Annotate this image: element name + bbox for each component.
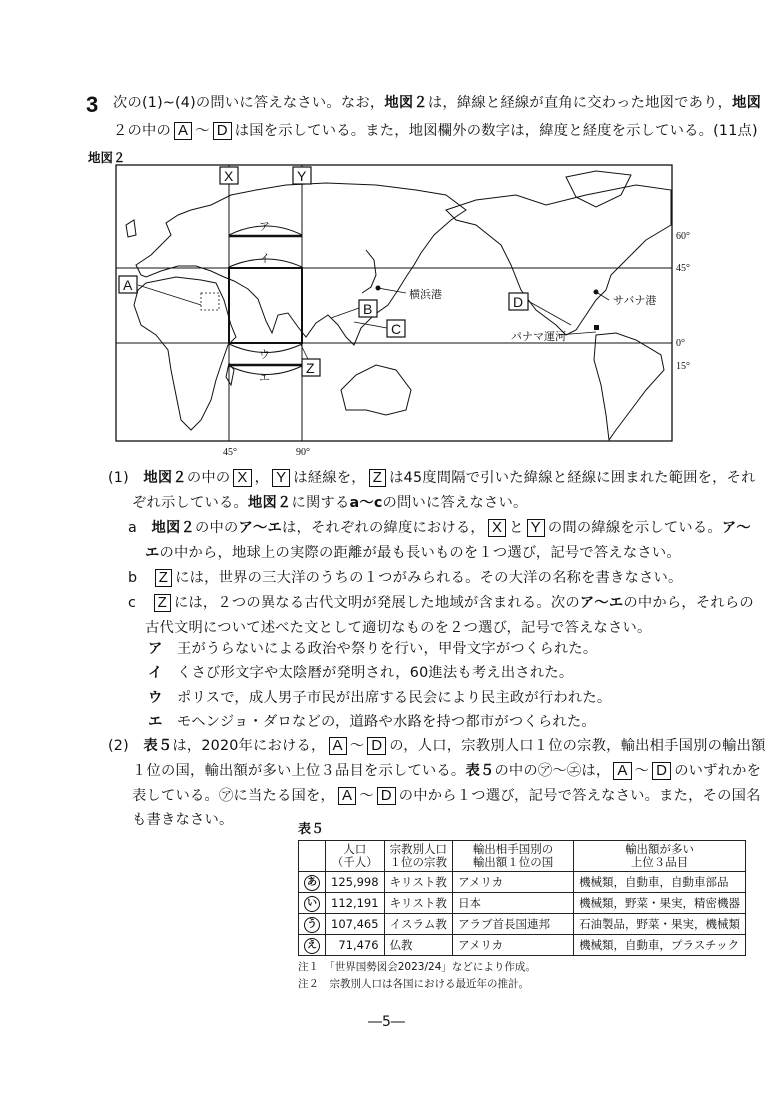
text-segment: は経線を，	[293, 470, 366, 486]
text-segment: に関する	[291, 495, 350, 511]
box-a	[119, 276, 137, 293]
religion-cell: 仏教	[384, 935, 453, 956]
svg-text:C: C	[391, 321, 402, 337]
boxed-letter: A	[329, 737, 347, 755]
label-u-line: ウ	[259, 348, 270, 361]
boxed-letter: Y	[527, 519, 545, 537]
text-segment: ぞれ示している。	[132, 495, 248, 511]
boxed-letter: D	[367, 737, 386, 755]
circled-mark: あ	[304, 875, 320, 891]
boxed-letter: Y	[272, 469, 290, 487]
box-x	[220, 167, 238, 184]
exports-cell: 機械類，自動車，自動車部品	[574, 872, 746, 893]
bold-text: エ	[145, 545, 160, 561]
circled-mark: う	[304, 917, 320, 933]
partner-cell: アラブ首長国連邦	[453, 914, 574, 935]
map-title: 地図２	[88, 150, 126, 165]
panama-canal-label: パナマ運河	[511, 330, 566, 343]
bold-text: ア～	[721, 520, 751, 536]
exports-cell: 石油製品，野菜・果実，機械類	[574, 914, 746, 935]
north-america-landmass	[446, 185, 671, 335]
text-segment: は45度間隔で引いた緯線と経線に囲まれた範囲を，それ	[389, 470, 756, 486]
svg-text:A: A	[123, 277, 133, 293]
text-segment: (2)	[108, 738, 144, 754]
box-y	[293, 167, 311, 184]
question-number: 3	[86, 92, 99, 117]
text-segment: と	[509, 520, 524, 536]
lon-tick-90: 90°	[296, 447, 310, 458]
text-segment: ～	[634, 763, 650, 779]
population-cell: 71,476	[326, 935, 385, 956]
boxed-letter: A	[613, 762, 631, 780]
box-z	[302, 359, 320, 376]
text-segment: の中から１つ選び，記号で答えなさい。また，その国名	[398, 788, 761, 804]
lat-tick-15: 15°	[676, 361, 690, 372]
row-mark	[299, 914, 326, 935]
circled-mark: い	[304, 896, 320, 912]
text-segment: ポリスで，成人男子市民が出席する民会により民主政が行われた。	[162, 690, 612, 706]
text-segment: １位の国，輸出額が多い上位３品目を示している。	[132, 763, 466, 779]
partner-cell: アメリカ	[453, 872, 574, 893]
text-segment: の，人口，宗教別人口１位の宗教，輸出相手国別の輸出額	[389, 738, 766, 754]
text-segment: 古代文明について述べた文として適切なものを２つ選び，記号で答えなさい。	[145, 620, 652, 636]
text-segment: は，2020年における，	[172, 738, 326, 754]
page-number: ―5―	[368, 1014, 405, 1030]
text-segment: には，世界の三大洋のうちの１つがみられる。その大洋の名称を書きなさい。	[175, 570, 683, 586]
lat-tick-45: 45°	[676, 263, 690, 274]
table-row	[299, 914, 746, 935]
text-segment: は国を示している。また，地図欄外の数字は，緯度と経度を示している。(11点)	[234, 123, 758, 139]
boxed-letter: D	[652, 762, 671, 780]
text-segment: ，	[254, 470, 270, 486]
svg-text:D: D	[513, 294, 524, 310]
label-e-line: エ	[259, 371, 270, 384]
world-map	[0, 0, 780, 470]
text-line	[108, 468, 756, 488]
text-line	[128, 518, 751, 538]
partner-cell: アメリカ	[453, 935, 574, 956]
boxed-letter: X	[233, 469, 251, 487]
population-cell: 125,998	[326, 872, 385, 893]
lon-tick-45: 45°	[223, 447, 237, 458]
header-religion: 宗教別人口 １位の宗教	[384, 841, 453, 872]
text-segment: ２の中の	[113, 123, 171, 139]
bold-text: 表５	[465, 763, 495, 779]
label-a-line: ア	[259, 220, 270, 233]
savannah-port-label: サバナ港	[613, 294, 657, 307]
partner-cell: 日本	[453, 893, 574, 914]
text-line	[128, 593, 754, 613]
text-line	[132, 493, 527, 513]
text-segment: は，それぞれの緯度における，	[281, 520, 485, 536]
text-line	[128, 568, 683, 588]
yokohama-port-label: 横浜港	[409, 288, 442, 301]
religion-cell: イスラム教	[384, 914, 453, 935]
bold-text: ウ	[148, 690, 163, 706]
svg-text:B: B	[363, 301, 373, 317]
header-partner: 輸出相手国別の 輸出額１位の国	[453, 841, 574, 872]
greenland-landmass	[566, 171, 631, 207]
bold-text: a～c	[349, 495, 383, 511]
bold-text: 地図２	[247, 495, 292, 511]
text-segment: のいずれかを	[674, 763, 762, 779]
population-cell: 112,191	[326, 893, 385, 914]
row-mark	[299, 893, 326, 914]
bold-text: 地図	[732, 95, 762, 111]
text-line	[145, 618, 652, 638]
table-row	[299, 872, 746, 893]
svg-text:Y: Y	[297, 168, 307, 184]
note-2: 注２ 宗教別人口は各国における最近年の推計。	[298, 978, 529, 990]
boxed-letter: Z	[154, 594, 171, 612]
header-exports: 輸出額が多い 上位３品目	[574, 841, 746, 872]
map-frame	[116, 165, 672, 441]
text-segment: の問いに答えなさい。	[382, 495, 528, 511]
text-segment: くさび形文字や太陰暦が発明され，60進法も考え出された。	[162, 665, 574, 681]
circled-mark: え	[304, 938, 320, 954]
boxed-letter: Z	[369, 469, 386, 487]
svg-text:X: X	[224, 168, 234, 184]
text-segment: ～	[349, 738, 365, 754]
boxed-letter: A	[174, 122, 192, 140]
text-segment: c	[128, 595, 151, 611]
religion-cell: キリスト教	[384, 893, 453, 914]
south-america-landmass	[594, 333, 664, 440]
text-segment: の中の㋐～㋓は，	[494, 763, 611, 779]
box-c	[387, 320, 405, 337]
text-segment: の間の緯線を示している。	[547, 520, 722, 536]
uk-island	[126, 220, 136, 237]
svg-text:Z: Z	[306, 360, 315, 376]
text-line	[148, 688, 611, 708]
text-segment: ～	[195, 123, 210, 139]
table-title: 表５	[298, 822, 325, 837]
bold-text: 地図２	[384, 95, 428, 111]
bold-text: 表５	[143, 738, 173, 754]
text-line	[108, 736, 766, 756]
bold-text: 地図２	[143, 470, 187, 486]
text-segment: には，２つの異なる古代文明が発展した地域が含まれる。次の	[173, 595, 580, 611]
text-segment: (1)	[108, 470, 144, 486]
text-segment: の中の	[186, 470, 231, 486]
text-line	[148, 712, 596, 732]
boxed-letter: A	[338, 787, 356, 805]
text-line	[148, 639, 597, 659]
lat-tick-60: 60°	[676, 231, 690, 242]
boxed-letter: D	[377, 787, 396, 805]
bold-text: イ	[148, 665, 163, 681]
bold-text: ア～エ	[238, 520, 282, 536]
japan-islands	[362, 250, 376, 293]
table-header-row	[299, 841, 746, 872]
boxed-letter: X	[488, 519, 506, 537]
header-population: 人口 （千人）	[326, 841, 385, 872]
text-segment: ～	[359, 788, 374, 804]
text-segment: の中から，地球上の実際の距離が最も長いものを１つ選び，記号で答えなさい。	[159, 545, 681, 561]
text-segment: 次の(1)~(4)の問いに答えなさい。なお，	[113, 95, 385, 111]
text-segment: 表している。㋐に当たる国を，	[132, 788, 335, 804]
text-line	[145, 543, 681, 563]
bold-text: 地図２	[151, 520, 195, 536]
religion-cell: キリスト教	[384, 872, 453, 893]
row-mark	[299, 872, 326, 893]
exports-cell: 機械類，野菜・果実，精密機器	[574, 893, 746, 914]
bold-text: エ	[148, 714, 163, 730]
boxed-letter: D	[213, 122, 232, 140]
table-row	[299, 935, 746, 956]
bold-text: ア～エ	[579, 595, 624, 611]
text-segment: の中の	[194, 520, 239, 536]
table-row	[299, 893, 746, 914]
bold-text: ア	[148, 641, 163, 657]
text-segment: モヘンジョ・ダロなどの，道路や水路を持つ都市がつくられた。	[162, 714, 596, 730]
text-segment: の中から，それらの	[623, 595, 754, 611]
exports-cell: 機械類，自動車，プラスチック	[574, 935, 746, 956]
note-1: 注１ 「世界国勢図会2023/24」などにより作成。	[298, 961, 536, 973]
text-segment: は，緯線と経線が直角に交わった地図であり，	[427, 95, 733, 111]
boxed-letter: Z	[155, 569, 172, 587]
text-line	[132, 786, 761, 806]
table-5	[298, 840, 746, 956]
box-b	[359, 300, 377, 317]
text-segment: も書きなさい。	[132, 812, 234, 828]
region-z	[229, 268, 302, 343]
text-segment: a	[128, 520, 152, 536]
text-segment: b	[128, 570, 152, 586]
lat-tick-0: 0°	[676, 338, 685, 349]
australia-landmass	[341, 365, 411, 415]
text-line	[148, 663, 573, 683]
label-i-line: イ	[259, 252, 270, 265]
text-line	[132, 810, 233, 830]
header-mark	[299, 841, 326, 872]
box-d	[509, 293, 528, 310]
text-segment: 王がうらないによる政治や祭りを行い，甲骨文字がつくられた。	[162, 641, 598, 657]
text-line	[132, 761, 761, 781]
row-mark	[299, 935, 326, 956]
population-cell: 107,465	[326, 914, 385, 935]
